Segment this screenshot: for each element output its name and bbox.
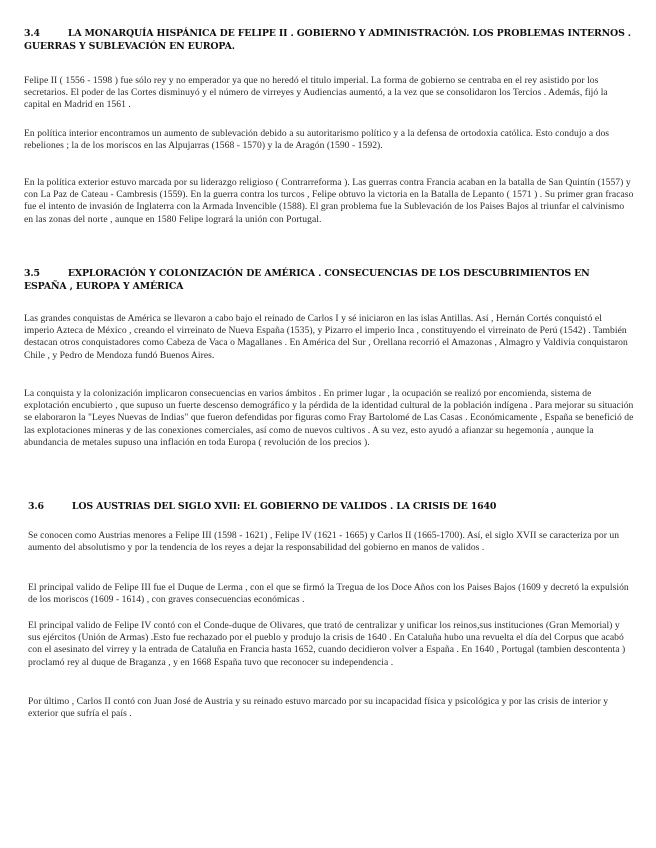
section-number: 3.5	[24, 268, 40, 279]
paragraph: En la política exterior estuvo marcada por su liderazgo religioso ( Contrarreforma ). Las guerras contra Francia acaban en la batalla de San Quintín (1557) y con La Paz de Cateau - Cambresis (1559). En la guerra contra los turcos , Felipe obtuvo la victoria en la Batalla de Lepanto ( 1571 ) . Su primer gran fracaso fue el intento de invasión de Inglaterra con la Armada Invencible (1588). El gran problema fue la Sublevación de los Paises Bajos al triunfar el calvinismo en las zonas del norte , aunque en 1580 Felipe logrará la unión con Portugal.	[24, 177, 634, 225]
section-heading	[24, 27, 634, 53]
paragraph: Las grandes conquistas de América se llevaron a cabo bajo el reinado de Carlos I y sé iniciaron en las islas Antillas. Así , Hernán Cortés conquistó el imperio Azteca de México , creando el virreinato de Nueva España (1535), y Pizarro el imperio Inca , constituyendo el virreinato de Perú (1542) . También destacan otros conquistadores como Cabeza de Vaca o Magallanes . En América del Sur , Orellana recorrió el Amazonas , Almagro y Valdivia conquistaron Chile , y Pedro de Mendoza fundó Buenos Aires.	[24, 313, 628, 361]
section-number: 3.4	[24, 28, 40, 39]
section-number: 3.6	[28, 501, 44, 512]
paragraph: En política interior encontramos un aumento de sublevación debido a su autoritarismo político y a la defensa de ortodoxia católica. Esto condujo a dos rebeliones ; la de los moriscos en las Alpujarras (1568 - 1570) y la de Aragón (1590 - 1592).	[24, 128, 610, 152]
paragraph: Se conocen como Austrias menores a Felipe III (1598 - 1621) , Felipe IV (1621 - 1665) y Carlos II (1665-1700). Así, el siglo XVII se caracteriza por un aumento del absolutismo y por la tendencia de los reyes a dejar la responsabilidad del gobierno en manos de validos .	[28, 530, 620, 554]
paragraph: La conquista y la colonización implicaron consecuencias en varios ámbitos . En primer lugar , la ocupación se realizó por encomienda, sistema de explotación encubierto , que supuso un fuerte descenso demográfico y la pérdida de la identidad cultural de la población indígena . Para mejorar su situación se elaboraron la "Leyes Nuevas de Indias" que fueron defendidas por figuras como Fray Bartolomé de Las Casas . Económicamente , España se benefició de las explotaciones mineras y de las conexiones comerciales, así como de nuevos cultivos . A su vez, esto ayudó a afianzar su hegemonía , aunque la abundancia de metales supuso una inflación en toda Europa ( revolución de los precios ).	[24, 388, 634, 448]
section-title: EXPLORACIÓN Y COLONIZACIÓN DE AMÉRICA . CONSECUENCIAS DE LOS DESCUBRIMIENTOS EN ESPAÑA , EUROPA Y AMÉRICA	[24, 268, 590, 292]
paragraph: Por último , Carlos II contó con Juan José de Austria y su reinado estuvo marcado por su incapacidad física y psicológica y por las crisis de interior y exterior que sufría el país .	[28, 696, 609, 720]
section-heading	[24, 267, 634, 293]
section-heading	[28, 500, 638, 513]
section-title: LOS AUSTRIAS DEL SIGLO XVII: EL GOBIERNO DE VALIDOS . LA CRISIS DE 1640	[71, 501, 497, 512]
paragraph: Felipe II ( 1556 - 1598 ) fue sólo rey y no emperador ya que no heredó el titulo imperial. La forma de gobierno se centraba en el rey asistido por los secretarios. El poder de las Cortes disminuyó y el número de virreyes y Audiencias aumentó, a la vez que se consolidaron los Tercios . Además, fijó la capital en Madrid en 1561 .	[24, 75, 608, 111]
section-title: LA MONARQUÍA HISPÁNICA DE FELIPE II . GOBIERNO Y ADMINISTRACIÓN. LOS PROBLEMAS INTERNOS . GUERRAS Y SUBLEVACIÓN EN EUROPA.	[24, 28, 631, 52]
paragraph: El principal valido de Felipe III fue el Duque de Lerma , con el que se firmó la Tregua de los Doce Años con los Paises Bajos (1609 y decretó la expulsión de los moriscos (1609 - 1614) , con graves consecuencias económicas .	[28, 582, 629, 606]
paragraph: El principal valido de Felipe IV contó con el Conde-duque de Olivares, que trató de centralizar y unificar los reinos,sus instituciones (Gran Memorial) y sus ejércitos (Unión de Armas) .Esto fue rechazado por el pueblo y produjo la crisis de 1640 . En Cataluña hubo una revuelta el día del Corpus que acabó con el asesinato del virrey y la entrada de Cataluña en Francia hasta 1652, cuando decidieron volver a España . En 1640 , Portugal (tambien descontenta ) proclamó rey al duque de Braganza , y en 1668 España tuvo que reconocer su independencia .	[28, 620, 626, 668]
